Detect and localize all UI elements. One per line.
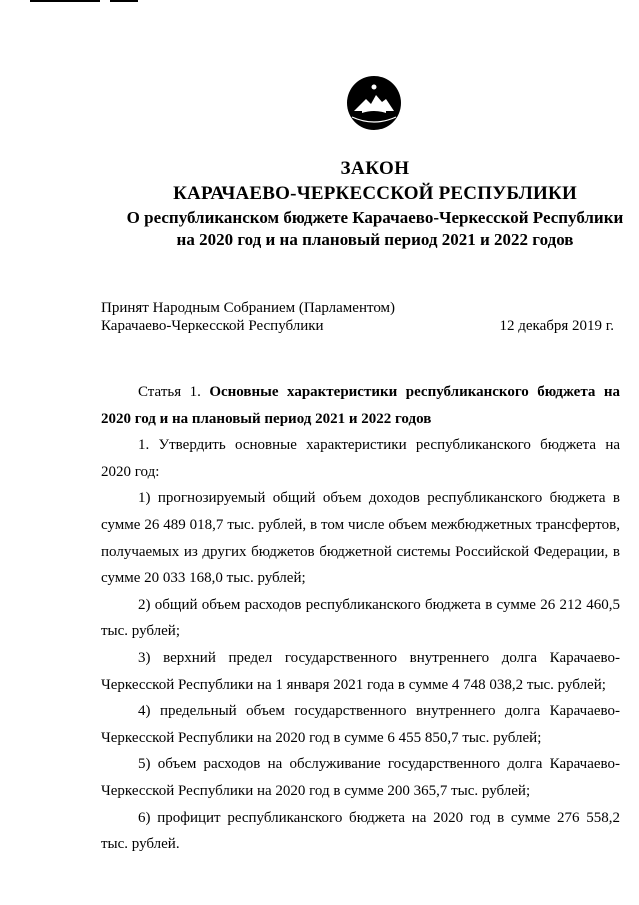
- list-item: 2) общий объем расходов республиканского бюджета в сумме 26 212 460,5 тыс. рублей;: [101, 596, 620, 640]
- law-subject-line-1: О республиканском бюджете Карачаево-Черкесской Республики: [126, 208, 624, 227]
- list-item: 6) профицит республиканского бюджета на 2020 год в сумме 276 558,2 тыс. рублей.: [101, 809, 620, 853]
- list-item: 1) прогнозируемый общий объем доходов республиканского бюджета в сумме 26 489 018,7 тыс. рублей, в том числе объем межбюджетных трансфертов, получаемых из других бюджетов бюджетной системы Российской Федерации, в сумме 20 033 168,0 тыс. рублей;: [101, 490, 620, 587]
- article-title: Основные характеристики республиканского бюджета на 2020 год и на плановый период 2021 и 2022 годов: [101, 384, 620, 427]
- article-heading: [101, 379, 620, 432]
- law-label: ЗАКОН: [340, 158, 410, 179]
- list-item: 3) верхний предел государственного внутреннего долга Карачаево-Черкесской Республики на 1 января 2021 года в сумме 4 748 038,2 тыс. рублей;: [101, 649, 620, 693]
- law-subject-line-2: на 2020 год и на плановый период 2021 и 2022 годов: [176, 230, 574, 249]
- scan-artifact-line: [110, 0, 138, 2]
- republic-title: КАРАЧАЕВО-ЧЕРКЕССКОЙ РЕСПУБЛИКИ: [173, 183, 577, 204]
- adoption-date: 12 декабря 2019 г.: [499, 318, 614, 334]
- article-body: [101, 379, 620, 858]
- list-item: 4) предельный объем государственного внутреннего долга Карачаево-Черкесской Республики на 2020 год в сумме 6 455 850,7 тыс. рублей;: [101, 703, 620, 746]
- adoption-line-1: Принят Народным Собранием (Парламентом): [101, 300, 396, 316]
- point-1-intro: 1. Утвердить основные характеристики республиканского бюджета на 2020 год:: [101, 437, 620, 480]
- coat-of-arms-emblem: [344, 73, 404, 133]
- adoption-line-2: Карачаево-Черкесской Республики: [101, 318, 324, 334]
- article-label: Статья 1.: [138, 384, 201, 400]
- list-item: 5) объем расходов на обслуживание государственного долга Карачаево-Черкесской Республики на 2020 год в сумме 200 365,7 тыс. рублей;: [101, 756, 620, 799]
- scan-artifact-line: [30, 0, 100, 2]
